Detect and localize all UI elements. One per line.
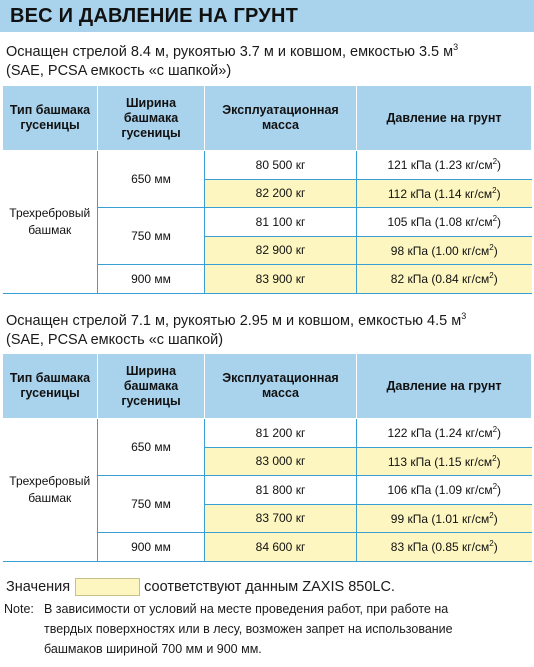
mass-cell: 83 900 кг	[205, 265, 357, 294]
table-row	[3, 151, 532, 180]
pressure-cell: 106 кПа (1.09 $кг/см^2$)	[357, 476, 532, 505]
mass-cell: 81 800 кг	[205, 476, 357, 505]
mass-cell: 80 500 кг	[205, 151, 357, 180]
header-shoe-width: Ширина башмака гусеницы	[98, 354, 205, 419]
page-title: ВЕС И ДАВЛЕНИЕ НА ГРУНТ	[10, 4, 298, 27]
header-operating-mass: Эксплуатационная масса	[205, 86, 357, 151]
pressure-cell: 113 кПа (1.15 $кг/см^2$)	[357, 447, 532, 476]
width-cell: 650 мм	[98, 419, 205, 476]
width-cell: 900 мм	[98, 533, 205, 562]
mass-cell: 83 000 кг	[205, 447, 357, 476]
mass-cell: 81 100 кг	[205, 208, 357, 237]
pressure-cell: 83 кПа (0.85 $кг/см^2$)	[357, 533, 532, 562]
mass-cell: 82 200 кг	[205, 179, 357, 208]
table-header-row	[3, 86, 532, 151]
mass-cell: 82 900 кг	[205, 236, 357, 265]
header-ground-pressure: Давление на грунт	[357, 86, 532, 151]
table-row	[3, 419, 532, 448]
legend-prefix: Значения	[6, 579, 71, 595]
pressure-cell: 99 кПа (1.01 $кг/см^2$)	[357, 504, 532, 533]
legend-suffix: соответствуют данным ZAXIS 850LC.	[144, 579, 395, 595]
shoe-type-cell: Трехребровый башмак	[3, 151, 98, 294]
config-description-2	[6, 307, 466, 350]
width-cell: 650 мм	[98, 151, 205, 208]
header-shoe-width: Ширина башмака гусеницы	[98, 86, 205, 151]
table-header-row	[3, 354, 532, 419]
header-shoe-type: Тип башмака гусеницы	[3, 354, 98, 419]
legend-highlight-swatch	[75, 578, 140, 596]
spec-table-2	[2, 353, 532, 562]
header-ground-pressure: Давление на грунт	[357, 354, 532, 419]
header-shoe-type: Тип башмака гусеницы	[3, 86, 98, 151]
pressure-cell: 98 кПа (1.00 $кг/см^2$)	[357, 236, 532, 265]
config-line-1: Оснащен стрелой 8.4 м, рукоятью 3.7 м и ковшом, емкостью 3.5 м	[6, 43, 454, 60]
pressure-cell: 122 кПа (1.24 $кг/см^2$)	[357, 419, 532, 448]
width-cell: 750 мм	[98, 208, 205, 265]
pressure-cell: 112 кПа (1.14 $кг/см^2$)	[357, 179, 532, 208]
config-sup: 3	[461, 311, 467, 321]
pressure-cell: 82 кПа (0.84 $кг/см^2$)	[357, 265, 532, 294]
mass-cell: 83 700 кг	[205, 504, 357, 533]
footnote	[4, 599, 464, 659]
mass-cell: 81 200 кг	[205, 419, 357, 448]
pressure-cell: 105 кПа (1.08 $кг/см^2$)	[357, 208, 532, 237]
note-text: В зависимости от условий на месте проведения работ, при работе на твердых поверхностях или в лесу, возможен запрет на использование башмаков шириной 700 мм и 900 мм.	[44, 602, 453, 656]
header-operating-mass: Эксплуатационная масса	[205, 354, 357, 419]
width-cell: 900 мм	[98, 265, 205, 294]
config-sup: 3	[453, 42, 459, 52]
config-line-2: (SAE, PCSA емкость «с шапкой»)	[6, 62, 232, 79]
config-line-2: (SAE, PCSA емкость «с шапкой)	[6, 331, 224, 348]
shoe-type-cell: Трехребровый башмак	[3, 419, 98, 562]
title-bar	[0, 0, 534, 32]
spec-table-1	[2, 85, 532, 294]
config-line-1: Оснащен стрелой 7.1 м, рукоятью 2.95 м и ковшом, емкостью 4.5 м	[6, 312, 462, 329]
pressure-cell: 121 кПа (1.23 $кг/см^2$)	[357, 151, 532, 180]
config-description-1	[6, 38, 458, 81]
width-cell: 750 мм	[98, 476, 205, 533]
note-label: Note:	[4, 602, 34, 616]
legend	[6, 578, 395, 596]
mass-cell: 84 600 кг	[205, 533, 357, 562]
